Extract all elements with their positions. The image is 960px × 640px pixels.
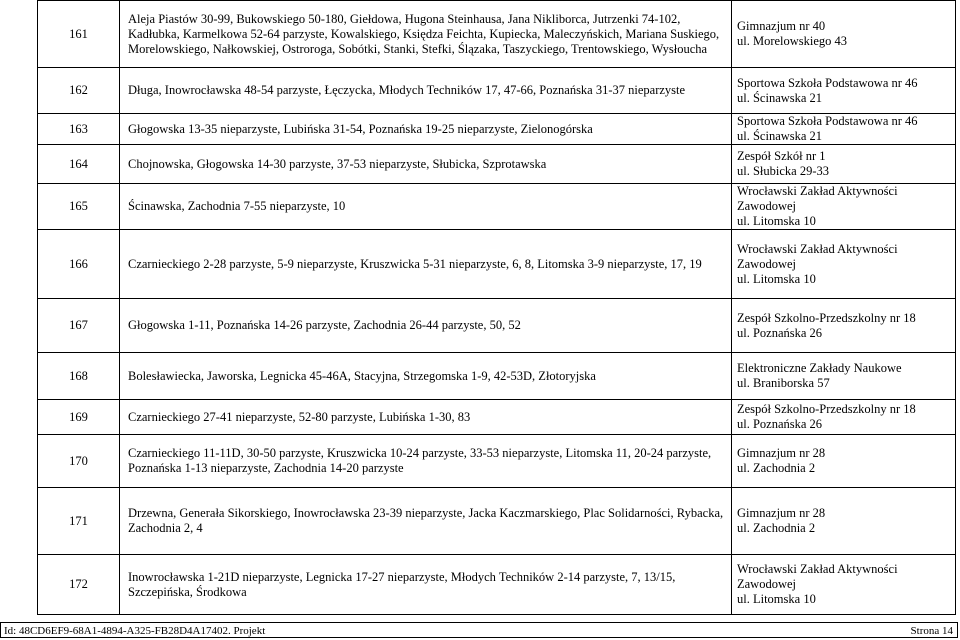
polling-station-name: Elektroniczne Zakłady Naukowe bbox=[737, 361, 902, 375]
polling-station-name: Wrocławski Zakład Aktywności Zawodowej bbox=[737, 562, 898, 591]
polling-station bbox=[732, 299, 956, 353]
table-row bbox=[38, 555, 956, 615]
district-number: 167 bbox=[38, 299, 120, 353]
district-streets: Ścinawska, Zachodnia 7-55 nieparzyste, 10 bbox=[120, 184, 732, 230]
district-streets: Drzewna, Generała Sikorskiego, Inowrocławska 23-39 nieparzyste, Jacka Kaczmarskiego, Plac Solidarności, Rybacka, Zachodnia 2, 4 bbox=[120, 488, 732, 555]
polling-station-name: Wrocławski Zakład Aktywności Zawodowej bbox=[737, 184, 898, 213]
polling-station-address: ul. Ścinawska 21 bbox=[737, 90, 823, 105]
district-streets: Głogowska 1-11, Poznańska 14-26 parzyste, Zachodnia 26-44 parzyste, 50, 52 bbox=[120, 299, 732, 353]
polling-station-address: ul. Litomska 10 bbox=[737, 271, 816, 286]
district-number: 161 bbox=[38, 1, 120, 68]
polling-station-address: ul. Poznańska 26 bbox=[737, 417, 823, 431]
polling-station bbox=[732, 555, 956, 615]
district-number: 163 bbox=[38, 114, 120, 145]
polling-station bbox=[732, 114, 956, 145]
polling-station-name: Sportowa Szkoła Podstawowa nr 46 bbox=[737, 114, 918, 128]
polling-station-name: Zespół Szkolno-Przedszkolny nr 18 bbox=[737, 310, 916, 325]
polling-station bbox=[732, 488, 956, 555]
polling-station-name: Zespół Szkolno-Przedszkolny nr 18 bbox=[737, 402, 916, 416]
table-row bbox=[38, 184, 956, 230]
polling-station-name: Gimnazjum nr 40 bbox=[737, 19, 826, 33]
polling-station-name: Gimnazjum nr 28 bbox=[737, 446, 826, 460]
polling-station bbox=[732, 145, 956, 184]
polling-station-address: ul. Braniborska 57 bbox=[737, 376, 830, 390]
polling-station bbox=[732, 230, 956, 299]
table-row bbox=[38, 114, 956, 145]
table-row bbox=[38, 299, 956, 353]
polling-station-name: Sportowa Szkoła Podstawowa nr 46 bbox=[737, 75, 918, 90]
district-number: 169 bbox=[38, 400, 120, 435]
polling-station-name: Wrocławski Zakład Aktywności Zawodowej bbox=[737, 241, 898, 271]
district-streets: Czarnieckiego 2-28 parzyste, 5-9 nieparzyste, Kruszwicka 5-31 nieparzyste, 6, 8, Litomska 3-9 nieparzyste, 17, 19 bbox=[120, 230, 732, 299]
district-number: 166 bbox=[38, 230, 120, 299]
polling-station bbox=[732, 400, 956, 435]
table-row bbox=[38, 1, 956, 68]
page-footer bbox=[0, 622, 958, 638]
polling-station bbox=[732, 353, 956, 400]
polling-station bbox=[732, 1, 956, 68]
district-number: 165 bbox=[38, 184, 120, 230]
district-number: 162 bbox=[38, 68, 120, 114]
table-row bbox=[38, 400, 956, 435]
polling-station bbox=[732, 68, 956, 114]
table-row bbox=[38, 435, 956, 488]
district-streets: Aleja Piastów 30-99, Bukowskiego 50-180, Giełdowa, Hugona Steinhausa, Jana Nikliborca, Jutrzenki 74-102, Kadłubka, Karmelkowa 52-64 parzyste, Kowalskiego, Księdza Feichta, Kupiecka, Maleczyńskich, Mariana Suskiego, Morelowskiego, Nałkowskiej, Ostroroga, Sobótki, Stanki, Stefki, Ślązaka, Taszyckiego, Trentowskiego, Wysłoucha bbox=[120, 1, 732, 68]
table-row bbox=[38, 145, 956, 184]
polling-station-address: ul. Morelowskiego 43 bbox=[737, 34, 848, 48]
district-streets: Głogowska 13-35 nieparzyste, Lubińska 31-54, Poznańska 19-25 nieparzyste, Zielonogórska bbox=[120, 114, 732, 145]
district-number: 170 bbox=[38, 435, 120, 488]
polling-station-address: ul. Zachodnia 2 bbox=[737, 461, 816, 475]
polling-station-address: ul. Poznańska 26 bbox=[737, 325, 823, 340]
table-row bbox=[38, 353, 956, 400]
document-id: Id: 48CD6EF9-68A1-4894-A325-FB28D4A17402. Projekt bbox=[4, 625, 266, 637]
district-streets: Czarnieckiego 27-41 nieparzyste, 52-80 parzyste, Lubińska 1-30, 83 bbox=[120, 400, 732, 435]
polling-station-name: Zespół Szkół nr 1 bbox=[737, 149, 826, 163]
district-streets: Czarnieckiego 11-11D, 30-50 parzyste, Kruszwicka 10-24 parzyste, 33-53 nieparzyste, Litomska 11, 20-24 parzyste, Poznańska 1-13 nieparzyste, Zachodnia 14-20 parzyste bbox=[120, 435, 732, 488]
polling-station-address: ul. Litomska 10 bbox=[737, 214, 816, 228]
district-number: 171 bbox=[38, 488, 120, 555]
polling-station-address: ul. Słubicka 29-33 bbox=[737, 164, 830, 178]
district-number: 164 bbox=[38, 145, 120, 184]
district-streets: Długa, Inowrocławska 48-54 parzyste, Łęczycka, Młodych Techników 17, 47-66, Poznańska 31-37 nieparzyste bbox=[120, 68, 732, 114]
polling-station-address: ul. Ścinawska 21 bbox=[737, 129, 823, 143]
polling-station-name: Gimnazjum nr 28 bbox=[737, 506, 826, 520]
polling-station bbox=[732, 435, 956, 488]
table-row bbox=[38, 68, 956, 114]
polling-station-address: ul. Litomska 10 bbox=[737, 592, 816, 606]
table-row bbox=[38, 488, 956, 555]
district-number: 168 bbox=[38, 353, 120, 400]
page-number: Strona 14 bbox=[910, 625, 953, 637]
district-streets: Inowrocławska 1-21D nieparzyste, Legnicka 17-27 nieparzyste, Młodych Techników 2-14 parzyste, 7, 13/15, Szczepińska, Środkowa bbox=[120, 555, 732, 615]
polling-station bbox=[732, 184, 956, 230]
district-streets: Chojnowska, Głogowska 14-30 parzyste, 37-53 nieparzyste, Słubicka, Szprotawska bbox=[120, 145, 732, 184]
district-table bbox=[37, 0, 956, 615]
district-streets: Bolesławiecka, Jaworska, Legnicka 45-46A, Stacyjna, Strzegomska 1-9, 42-53D, Złotoryjska bbox=[120, 353, 732, 400]
district-number: 172 bbox=[38, 555, 120, 615]
table-row bbox=[38, 230, 956, 299]
polling-station-address: ul. Zachodnia 2 bbox=[737, 521, 816, 535]
